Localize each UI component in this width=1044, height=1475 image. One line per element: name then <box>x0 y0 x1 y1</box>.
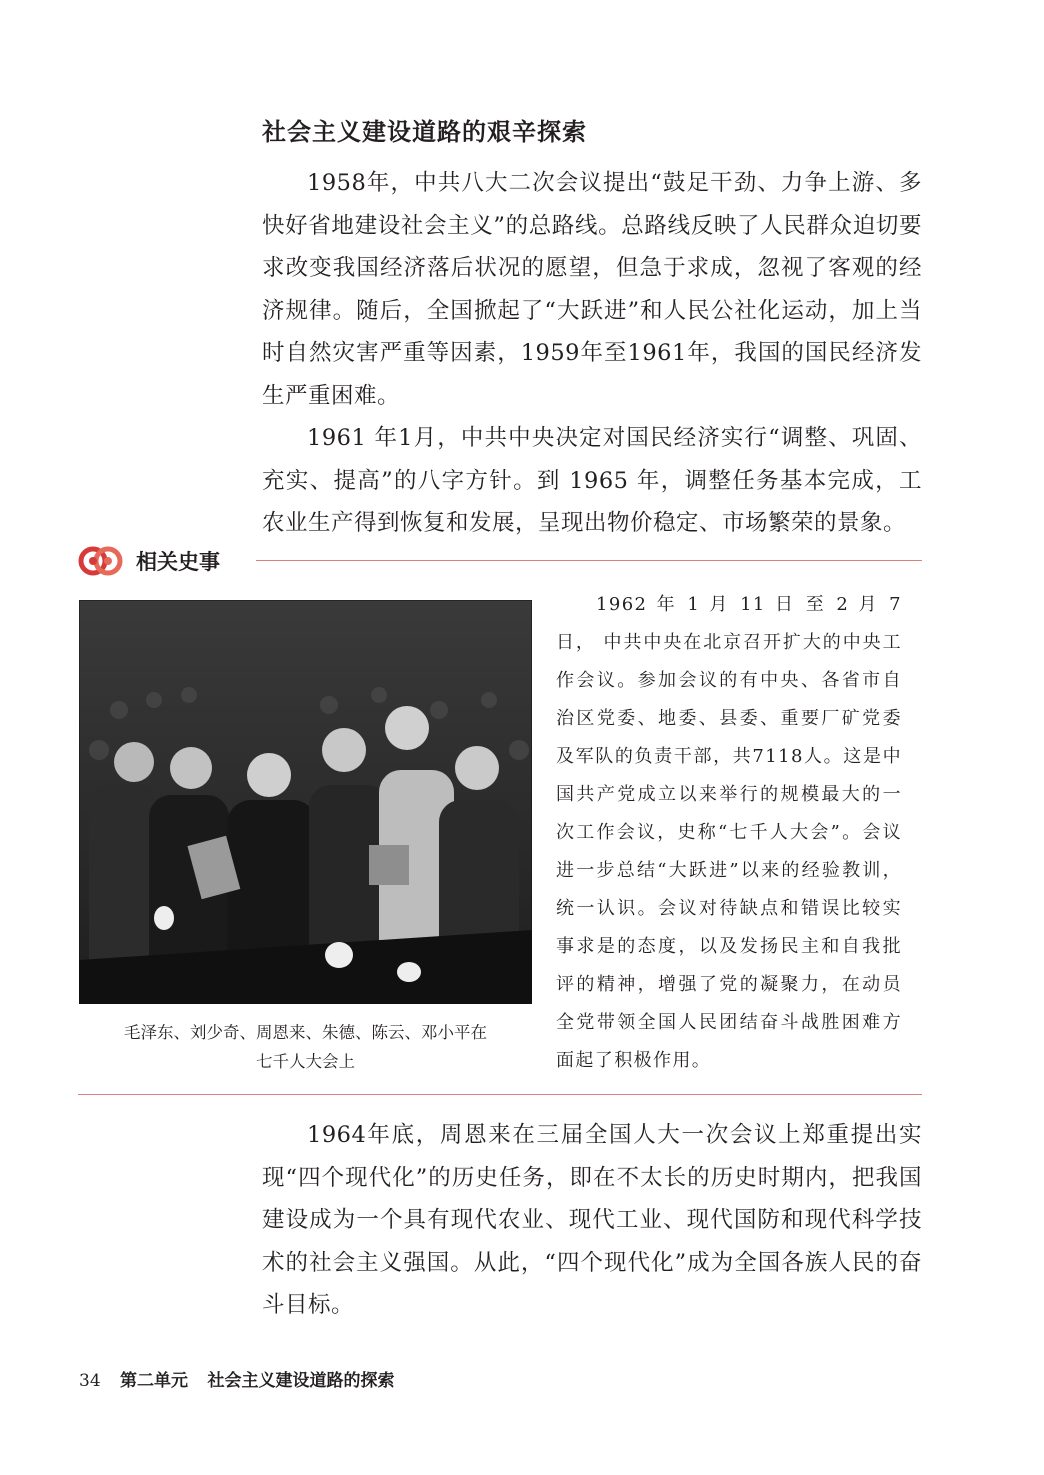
related-history-label: 相关史事 <box>136 550 220 574</box>
later-text <box>262 1114 922 1327</box>
photo-caption-line1: 毛泽东、刘少奇、周恩来、朱德、陈云、邓小平在 <box>124 1023 487 1042</box>
paragraph-1958: 1958年，中共八大二次会议提出“鼓足干劲、力争上游、多快好省地建设社会主义”的总路线。总路线反映了人民群众迫切要求改变我国经济落后状况的愿望，但急于求成，忽视了客观的经济规律。随后，全国掀起了“大跃进”和人民公社化运动，加上当时自然灾害严重等因素，1959年至1961年，我国的国民经济发生严重困难。 <box>262 170 922 409</box>
section-heading: 社会主义建设道路的艰辛探索 <box>262 118 587 146</box>
unit-label: 第二单元 <box>120 1371 189 1391</box>
paragraph-1964: 1964年底，周恩来在三届全国人大一次会议上郑重提出实现“四个现代化”的历史任务，即在不太长的历史时期内，把我国建设成为一个具有现代农业、现代工业、现代国防和现代科学技术的社会主义强国。从此，“四个现代化”成为全国各族人民的奋斗目标。 <box>262 1122 922 1318</box>
photo-caption-line2: 七千人大会上 <box>256 1052 355 1071</box>
unit-title: 社会主义建设道路的探索 <box>207 1371 395 1391</box>
meeting-photo-image <box>79 600 532 1004</box>
divider <box>256 560 922 561</box>
divider <box>78 1094 922 1095</box>
related-history-icon <box>78 541 124 581</box>
page-footer <box>79 1366 408 1391</box>
meeting-photo <box>79 600 532 1004</box>
photo-caption <box>79 1018 532 1076</box>
related-history-header <box>78 537 922 587</box>
main-text <box>262 162 922 545</box>
related-history-text <box>556 586 902 1080</box>
related-history-paragraph: 1962 年 1 月 11 日 至 2 月 7 日， 中共中央在北京召开扩大的中央工作会议。参加会议的有中央、各省市自治区党委、地委、县委、重要厂矿党委及军队的负责干部，共7118人。这是中国共产党成立以来举行的规模最大的一次工作会议，史称“七千人大会”。会议进一步总结“大跃进”以来的经验教训，统一认识。会议对待缺点和错误比较实事求是的态度，以及发扬民主和自我批评的精神，增强了党的凝聚力，在动员全党带领全国人民团结奋斗战胜困难方面起了积极作用。 <box>556 594 902 1071</box>
paragraph-1961: 1961 年1月，中共中央决定对国民经济实行“调整、巩固、充实、提高”的八字方针。到 1965 年，调整任务基本完成，工农业生产得到恢复和发展，呈现出物价稳定、市场繁荣的景象。 <box>262 425 922 536</box>
page-number: 34 <box>79 1371 101 1391</box>
